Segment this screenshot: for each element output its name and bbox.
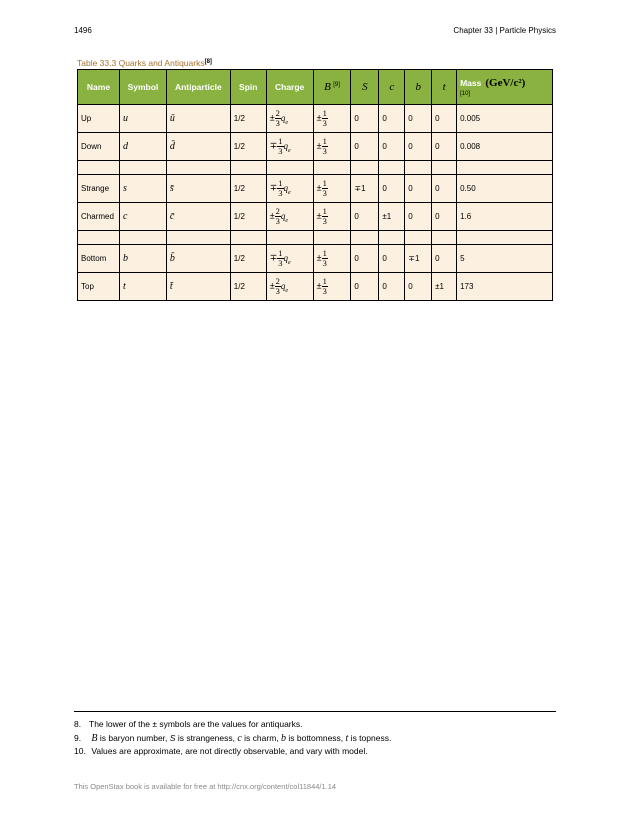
cell-mass: 1.6 [457, 203, 553, 231]
spacer-cell [379, 231, 405, 245]
spacer-cell [166, 231, 230, 245]
cell-name: Strange [78, 175, 120, 203]
table-row [78, 273, 553, 301]
cell-strangeness: ∓1 [351, 175, 379, 203]
spacer-cell [78, 231, 120, 245]
page-footer: This OpenStax book is available for free at http://cnx.org/content/col11844/1.14 [74, 782, 337, 791]
table-header-row [78, 70, 553, 105]
cell-mass: 0.005 [457, 105, 553, 133]
cell-charm: 0 [379, 175, 405, 203]
cell-spin: 1/2 [230, 175, 266, 203]
spacer-cell [432, 231, 457, 245]
table-caption-text: Table 33.3 Quarks and Antiquarks [77, 58, 205, 68]
footnote-10: 10. Values are approximate, are not directly observable, and vary with model. [74, 746, 368, 756]
cell-topness: ±1 [432, 273, 457, 301]
chapter-title: Chapter 33 | Particle Physics [453, 26, 556, 35]
spacer-cell [432, 161, 457, 175]
cell-mass: 0.50 [457, 175, 553, 203]
spacer-cell [266, 161, 313, 175]
cell-charm: ±1 [379, 203, 405, 231]
cell-bottomness: 0 [405, 133, 432, 161]
caption-footnote-ref[interactable]: [8] [204, 59, 212, 65]
spacer-cell [405, 231, 432, 245]
spacer-cell [119, 231, 166, 245]
cell-baryon-number: ± $\frac{1}{3}$ [313, 133, 351, 161]
cell-name: Top [78, 273, 120, 301]
cell-name: Charmed [78, 203, 120, 231]
cell-name: Bottom [78, 245, 120, 273]
cell-antiparticle: c̄ [166, 203, 230, 231]
table-row [78, 175, 553, 203]
cell-symbol: b [119, 245, 166, 273]
cell-mass: 5 [457, 245, 553, 273]
fraction: $\frac{2}{3}$ [275, 108, 280, 128]
cell-mass: 0.008 [457, 133, 553, 161]
cell-symbol: u [119, 105, 166, 133]
fraction: $\frac{1}{3}$ [278, 178, 283, 198]
spacer-cell [313, 161, 351, 175]
cell-topness: 0 [432, 245, 457, 273]
cell-topness: 0 [432, 203, 457, 231]
cell-spin: 1/2 [230, 273, 266, 301]
header-topness: t [432, 70, 457, 105]
header-antiparticle: Antiparticle [166, 70, 230, 105]
cell-antiparticle: d̄ [166, 133, 230, 161]
cell-spin: 1/2 [230, 105, 266, 133]
cell-bottomness: 0 [405, 175, 432, 203]
fraction: $\frac{2}{3}$ [275, 206, 280, 226]
spacer-cell [78, 161, 120, 175]
fraction: $\frac{1}{3}$ [322, 276, 327, 296]
header-mass: Mass (GeV/c²) [10] [457, 70, 553, 105]
header-charm: c [379, 70, 405, 105]
cell-spin: 1/2 [230, 133, 266, 161]
spacer-cell [457, 231, 553, 245]
table-row [78, 203, 553, 231]
header-bottomness: b [405, 70, 432, 105]
cell-spin: 1/2 [230, 203, 266, 231]
cell-symbol: t [119, 273, 166, 301]
cell-charge: ± $\frac{2}{3}$ $q_e$ [266, 105, 313, 133]
cell-charge: ± $\frac{2}{3}$ $q_e$ [266, 273, 313, 301]
table-body [78, 105, 553, 301]
fraction: $\frac{1}{3}$ [322, 108, 327, 128]
cell-antiparticle: b̄ [166, 245, 230, 273]
spacer-cell [230, 161, 266, 175]
footnote-divider [74, 711, 556, 712]
cell-topness: 0 [432, 175, 457, 203]
cell-topness: 0 [432, 133, 457, 161]
spacer-cell [166, 161, 230, 175]
cell-charge: ± $\frac{2}{3}$ $q_e$ [266, 203, 313, 231]
header-b-symbol: B [324, 81, 331, 93]
cell-charm: 0 [379, 245, 405, 273]
cell-bottomness: ∓1 [405, 245, 432, 273]
cell-topness: 0 [432, 105, 457, 133]
header-name: Name [78, 70, 120, 105]
cell-strangeness: 0 [351, 203, 379, 231]
header-mass-footnote-ref[interactable]: [10] [460, 91, 471, 97]
cell-charge: ∓ $\frac{1}{3}$ $q_e$ [266, 133, 313, 161]
cell-strangeness: 0 [351, 273, 379, 301]
fraction: $\frac{1}{3}$ [322, 206, 327, 226]
fraction: $\frac{1}{3}$ [278, 248, 283, 268]
cell-charge: ∓ $\frac{1}{3}$ $q_e$ [266, 175, 313, 203]
spacer-cell [405, 161, 432, 175]
table-row [78, 245, 553, 273]
spacer-cell [351, 231, 379, 245]
header-mass-unit: (GeV/c²) [485, 77, 526, 89]
cell-symbol: d [119, 133, 166, 161]
table-spacer-row [78, 161, 553, 175]
cell-bottomness: 0 [405, 203, 432, 231]
cell-antiparticle: t̄ [166, 273, 230, 301]
header-spin: Spin [230, 70, 266, 105]
fraction: $\frac{1}{3}$ [278, 136, 283, 156]
page-header [74, 26, 556, 35]
spacer-cell [379, 161, 405, 175]
fraction: $\frac{2}{3}$ [275, 276, 280, 296]
cell-strangeness: 0 [351, 105, 379, 133]
header-symbol: Symbol [119, 70, 166, 105]
cell-symbol: c [119, 203, 166, 231]
cell-strangeness: 0 [351, 245, 379, 273]
cell-strangeness: 0 [351, 133, 379, 161]
fraction: $\frac{1}{3}$ [322, 136, 327, 156]
cell-baryon-number: ± $\frac{1}{3}$ [313, 203, 351, 231]
table-caption [77, 58, 212, 68]
cell-baryon-number: ± $\frac{1}{3}$ [313, 175, 351, 203]
header-charge: Charge [266, 70, 313, 105]
table-row [78, 105, 553, 133]
fraction: $\frac{1}{3}$ [322, 248, 327, 268]
quarks-table [77, 69, 553, 301]
header-b-footnote-ref[interactable]: [9] [333, 82, 340, 88]
cell-bottomness: 0 [405, 105, 432, 133]
spacer-cell [230, 231, 266, 245]
footnote-9: 9. B is baryon number, S is strangeness, c is charm, b is bottomness, t is topness. [74, 733, 392, 744]
cell-mass: 173 [457, 273, 553, 301]
cell-charm: 0 [379, 133, 405, 161]
spacer-cell [313, 231, 351, 245]
spacer-cell [351, 161, 379, 175]
cell-antiparticle: s̄ [166, 175, 230, 203]
fraction: $\frac{1}{3}$ [322, 178, 327, 198]
footnote-8: 8. The lower of the ± symbols are the values for antiquarks. [74, 719, 303, 729]
header-strangeness: S [351, 70, 379, 105]
spacer-cell [119, 161, 166, 175]
cell-name: Up [78, 105, 120, 133]
header-baryon-number [313, 70, 351, 105]
cell-baryon-number: ± $\frac{1}{3}$ [313, 105, 351, 133]
cell-spin: 1/2 [230, 245, 266, 273]
cell-baryon-number: ± $\frac{1}{3}$ [313, 245, 351, 273]
cell-name: Down [78, 133, 120, 161]
spacer-cell [266, 231, 313, 245]
spacer-cell [457, 161, 553, 175]
cell-bottomness: 0 [405, 273, 432, 301]
table-spacer-row [78, 231, 553, 245]
page-number: 1496 [74, 26, 92, 35]
cell-baryon-number: ± $\frac{1}{3}$ [313, 273, 351, 301]
cell-antiparticle: ū [166, 105, 230, 133]
cell-symbol: s [119, 175, 166, 203]
cell-charm: 0 [379, 105, 405, 133]
cell-charm: 0 [379, 273, 405, 301]
table-row [78, 133, 553, 161]
cell-charge: ∓ $\frac{1}{3}$ $q_e$ [266, 245, 313, 273]
